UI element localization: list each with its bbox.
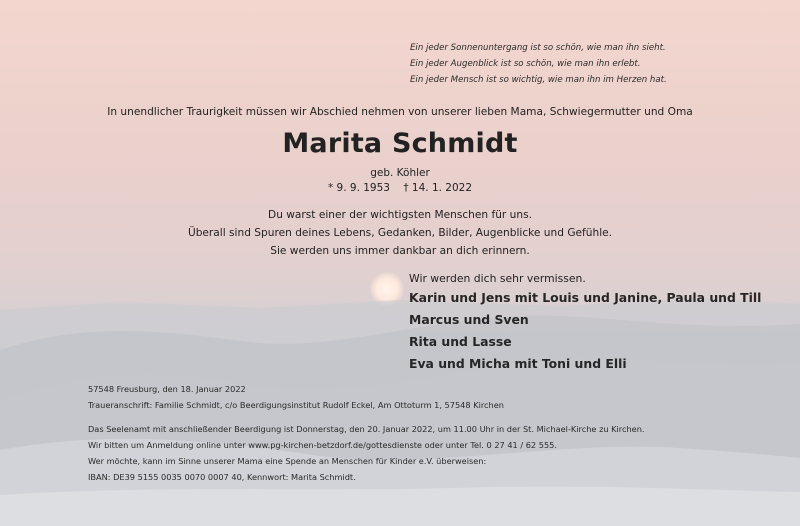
iban-info: IBAN: DE39 5155 0035 0070 0007 40, Kennwort: Marita Schmidt.	[88, 472, 356, 482]
deceased-name: Marita Schmidt	[282, 128, 518, 159]
verse-line-3: Sie werden uns immer dankbar an dich erinnern.	[270, 245, 530, 257]
verse-line-1: Du warst einer der wichtigsten Menschen für uns.	[268, 209, 532, 221]
life-dates	[0, 182, 800, 194]
family-member-line: Eva und Micha mit Toni und Elli	[409, 356, 627, 371]
mourning-address: Traueranschrift: Familie Schmidt, c/o Beerdigungsinstitut Rudolf Eckel, Am Ottoturm 1, 57548 Kirchen	[88, 400, 504, 410]
birth-name: geb. Köhler	[370, 167, 430, 179]
family-member-line: Marcus und Sven	[409, 312, 529, 327]
family-member-line: Karin und Jens mit Louis und Janine, Paula und Till	[409, 290, 762, 305]
family-intro: Wir werden dich sehr vermissen.	[409, 272, 586, 285]
death-date: † 14. 1. 2022	[403, 182, 473, 194]
service-info: Das Seelenamt mit anschließender Beerdigung ist Donnerstag, den 20. Januar 2022, um 11.00 Uhr in der St. Michael-Kirche zu Kirchen.	[88, 424, 645, 434]
family-member-line: Rita und Lasse	[409, 334, 512, 349]
intro-text: In unendlicher Traurigkeit müssen wir Abschied nehmen von unserer lieben Mama, Schwiegermutter und Oma	[107, 106, 693, 118]
donation-info: Wer möchte, kann im Sinne unserer Mama eine Spende an Menschen für Kinder e.V. überweisen:	[88, 456, 487, 466]
quote-line-3: Ein jeder Mensch ist so wichtig, wie man ihn im Herzen hat.	[410, 75, 667, 85]
verse-line-2: Überall sind Spuren deines Lebens, Gedanken, Bilder, Augenblicke und Gefühle.	[187, 227, 613, 239]
place-date: 57548 Freusburg, den 18. Januar 2022	[88, 384, 246, 394]
quote-line-2: Ein jeder Augenblick ist so schön, wie man ihn erlebt.	[410, 59, 641, 69]
registration-info: Wir bitten um Anmeldung online unter www.pg-kirchen-betzdorf.de/gottesdienste oder unter Tel. 0 27 41 / 62 555.	[88, 440, 557, 450]
quote-line-1: Ein jeder Sonnenuntergang ist so schön, wie man ihn sieht.	[410, 43, 666, 53]
birth-date: * 9. 9. 1953	[327, 182, 390, 194]
